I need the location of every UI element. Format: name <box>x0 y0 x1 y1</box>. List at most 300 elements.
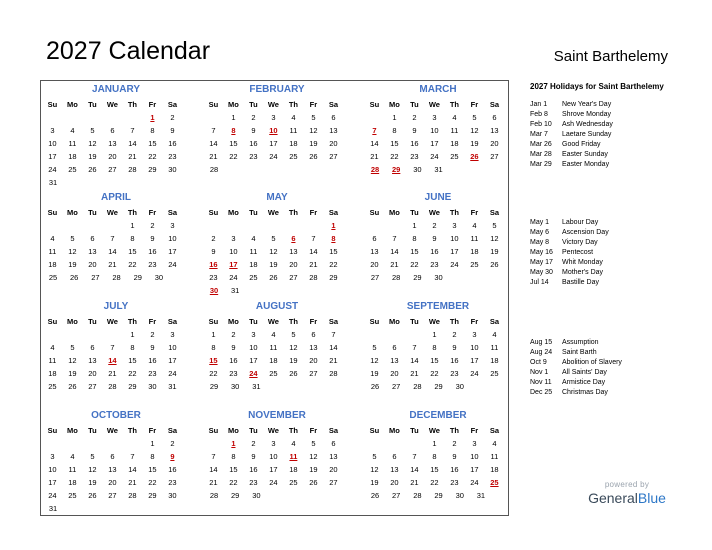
weekday-label: Fr <box>309 100 318 109</box>
day-cell: 16 <box>249 465 258 474</box>
day-cell: 30 <box>168 491 177 500</box>
empty-day-cell <box>204 219 223 232</box>
empty-day-cell <box>204 111 223 124</box>
holiday-day-cell: 1 <box>331 221 336 230</box>
day-cell: 22 <box>329 260 338 269</box>
day-cell: 5 <box>472 113 477 122</box>
day-cell: 29 <box>133 273 142 282</box>
day-cell: 24 <box>48 491 57 500</box>
day-cell: 18 <box>249 260 258 269</box>
empty-day-cell <box>224 219 243 232</box>
day-cell: 6 <box>331 113 336 122</box>
holiday-date: Mar 7 <box>530 131 548 138</box>
weekday-label: Sa <box>489 426 499 435</box>
day-cell: 25 <box>48 382 57 391</box>
day-cell: 31 <box>252 382 261 391</box>
month-block <box>43 409 183 515</box>
weekday-label: Sa <box>489 208 499 217</box>
week-row <box>204 380 344 393</box>
week-row <box>43 367 183 380</box>
day-cell: 4 <box>492 439 497 448</box>
day-cell: 9 <box>251 452 256 461</box>
brand-name-dark: General <box>588 490 638 506</box>
holiday-item <box>530 278 609 288</box>
day-cell: 11 <box>289 126 298 135</box>
holiday-date: Mar 26 <box>530 141 552 148</box>
holiday-item <box>530 140 613 150</box>
day-cell: 18 <box>48 369 57 378</box>
day-cell: 30 <box>434 273 443 282</box>
holiday-date: Feb 8 <box>530 111 548 118</box>
day-cell: 18 <box>470 247 479 256</box>
weekday-label: Th <box>449 208 459 217</box>
week-row <box>365 163 505 176</box>
week-row <box>365 463 505 476</box>
day-cell: 10 <box>430 126 439 135</box>
weekday-label: Th <box>288 317 298 326</box>
weekday-label: We <box>106 317 118 326</box>
weekday-label: Su <box>208 426 219 435</box>
day-cell: 10 <box>229 247 238 256</box>
weekday-label: Fr <box>470 426 479 435</box>
weekday-label: Sa <box>489 317 499 326</box>
day-cell: 29 <box>148 491 157 500</box>
empty-day-cell <box>385 219 404 232</box>
weekday-label: We <box>267 208 279 217</box>
month-name: MAY <box>266 192 288 203</box>
day-cell: 20 <box>108 478 117 487</box>
day-cell: 1 <box>231 113 236 122</box>
day-cell: 22 <box>229 478 238 487</box>
weekday-header <box>204 424 344 437</box>
week-row <box>43 124 183 137</box>
week-row <box>43 176 183 189</box>
page-title: 2027 Calendar <box>46 37 211 65</box>
brand-name-blue: Blue <box>637 490 666 506</box>
day-cell: 30 <box>168 165 177 174</box>
empty-day-cell <box>385 437 404 450</box>
day-cell: 4 <box>271 330 276 339</box>
week-row <box>365 328 505 341</box>
weekday-label: Tu <box>249 100 258 109</box>
day-cell: 5 <box>372 452 377 461</box>
week-row <box>204 219 344 232</box>
day-cell: 22 <box>128 369 137 378</box>
day-cell: 23 <box>450 478 459 487</box>
day-cell: 3 <box>170 330 175 339</box>
empty-day-cell <box>83 328 102 341</box>
empty-day-cell <box>284 219 303 232</box>
holiday-day-cell: 28 <box>370 165 380 174</box>
day-cell: 24 <box>470 478 479 487</box>
empty-day-cell <box>123 437 142 450</box>
weekday-label: Th <box>449 100 459 109</box>
weekday-label: Fr <box>309 317 318 326</box>
week-row <box>365 258 505 271</box>
holiday-name: Labour Day <box>562 219 599 226</box>
day-cell: 21 <box>209 152 218 161</box>
weekday-label: We <box>428 317 440 326</box>
day-cell: 28 <box>128 165 137 174</box>
day-cell: 24 <box>168 260 177 269</box>
day-cell: 5 <box>311 439 316 448</box>
holiday-item <box>530 238 609 248</box>
holiday-name: All Saints' Day <box>562 369 607 376</box>
empty-day-cell <box>43 437 62 450</box>
day-cell: 21 <box>390 260 399 269</box>
day-cell: 26 <box>370 382 380 391</box>
day-cell: 17 <box>168 247 177 256</box>
weekday-label: Tu <box>410 100 419 109</box>
day-cell: 7 <box>331 330 336 339</box>
empty-day-cell <box>244 219 263 232</box>
weekday-label: Th <box>449 426 459 435</box>
week-row <box>365 124 505 137</box>
day-cell: 13 <box>108 465 117 474</box>
day-cell: 12 <box>88 139 97 148</box>
weekday-label: Fr <box>309 208 318 217</box>
day-cell: 20 <box>108 152 117 161</box>
day-cell: 22 <box>430 369 439 378</box>
day-cell: 13 <box>88 247 97 256</box>
weekday-header <box>204 98 344 111</box>
weekday-label: Su <box>369 100 380 109</box>
day-cell: 28 <box>413 382 422 391</box>
brand-logo <box>584 480 670 507</box>
week-row <box>365 437 505 450</box>
day-cell: 15 <box>148 139 157 148</box>
month-block <box>204 191 344 297</box>
day-cell: 19 <box>88 152 97 161</box>
weekday-label: Tu <box>88 208 97 217</box>
weekday-label: We <box>106 426 118 435</box>
holiday-date: Aug 24 <box>530 349 553 356</box>
day-cell: 27 <box>289 273 298 282</box>
weekday-label: Sa <box>167 426 177 435</box>
month-name: JUNE <box>424 192 452 203</box>
week-row <box>43 258 183 271</box>
holiday-item <box>530 130 613 140</box>
day-cell: 10 <box>249 343 258 352</box>
week-row <box>365 476 505 489</box>
day-cell: 2 <box>170 113 175 122</box>
day-cell: 9 <box>412 126 417 135</box>
day-cell: 6 <box>311 330 316 339</box>
day-cell: 17 <box>48 478 57 487</box>
holiday-date: May 17 <box>530 259 553 266</box>
weekday-label: Su <box>369 426 380 435</box>
day-cell: 22 <box>128 260 137 269</box>
holiday-name: Easter Monday <box>562 161 610 168</box>
week-row <box>204 137 344 150</box>
week-row <box>204 163 344 176</box>
day-cell: 20 <box>390 478 399 487</box>
day-cell: 20 <box>370 260 379 269</box>
day-cell: 15 <box>410 247 419 256</box>
holiday-day-cell: 15 <box>209 356 218 365</box>
day-cell: 15 <box>390 139 399 148</box>
empty-day-cell <box>365 328 384 341</box>
weekday-header <box>365 315 505 328</box>
week-row <box>43 150 183 163</box>
day-cell: 25 <box>249 273 258 282</box>
holiday-day-cell: 6 <box>291 234 296 243</box>
weekday-label: Sa <box>489 100 499 109</box>
weekday-label: Mo <box>66 208 78 217</box>
weekday-label: Sa <box>328 317 338 326</box>
day-cell: 11 <box>48 247 57 256</box>
day-cell: 25 <box>68 165 77 174</box>
day-cell: 27 <box>108 165 117 174</box>
day-cell: 12 <box>370 465 379 474</box>
empty-day-cell <box>83 219 102 232</box>
weekday-label: Mo <box>227 208 239 217</box>
day-cell: 11 <box>269 343 278 352</box>
weekday-label: We <box>428 208 440 217</box>
weekday-label: Mo <box>227 426 239 435</box>
day-cell: 9 <box>150 343 155 352</box>
weekday-label: Mo <box>66 426 78 435</box>
day-cell: 29 <box>209 382 219 391</box>
day-cell: 26 <box>88 165 97 174</box>
holiday-group <box>530 218 609 288</box>
day-cell: 1 <box>211 330 216 339</box>
weekday-label: We <box>428 426 440 435</box>
holiday-name: Pentecost <box>562 249 594 256</box>
holiday-date: Jul 14 <box>530 279 549 286</box>
day-cell: 21 <box>128 478 137 487</box>
day-cell: 25 <box>470 260 479 269</box>
week-row <box>43 354 183 367</box>
weekday-label: Mo <box>66 317 78 326</box>
day-cell: 4 <box>50 234 55 243</box>
day-cell: 7 <box>392 234 397 243</box>
month-block <box>365 409 505 502</box>
holiday-name: Good Friday <box>562 141 601 148</box>
week-row <box>43 328 183 341</box>
day-cell: 16 <box>430 247 439 256</box>
day-cell: 7 <box>110 234 115 243</box>
week-row <box>204 271 344 284</box>
week-row <box>204 489 344 502</box>
week-row <box>365 489 505 502</box>
day-cell: 5 <box>70 343 75 352</box>
day-cell: 12 <box>289 343 298 352</box>
week-row <box>43 137 183 150</box>
day-cell: 19 <box>269 260 278 269</box>
day-cell: 29 <box>128 382 137 391</box>
holiday-date: May 6 <box>530 229 550 236</box>
day-cell: 20 <box>390 369 399 378</box>
day-cell: 6 <box>331 439 336 448</box>
day-cell: 23 <box>168 478 177 487</box>
weekday-label: Mo <box>388 208 400 217</box>
day-cell: 19 <box>370 478 379 487</box>
day-cell: 23 <box>410 152 419 161</box>
holiday-day-cell: 8 <box>331 234 336 243</box>
holiday-item <box>530 150 613 160</box>
weekday-label: Th <box>127 208 137 217</box>
day-cell: 29 <box>329 273 338 282</box>
day-cell: 31 <box>434 165 443 174</box>
week-row <box>365 450 505 463</box>
day-cell: 10 <box>450 234 459 243</box>
day-cell: 5 <box>311 113 316 122</box>
holiday-group <box>530 338 622 398</box>
day-cell: 8 <box>412 234 417 243</box>
day-cell: 18 <box>490 356 499 365</box>
weekday-label: Sa <box>328 100 338 109</box>
day-cell: 23 <box>148 369 157 378</box>
holiday-date: Nov 11 <box>530 379 552 386</box>
day-cell: 12 <box>309 452 318 461</box>
day-cell: 2 <box>452 330 457 339</box>
day-cell: 21 <box>209 478 218 487</box>
day-cell: 23 <box>168 152 177 161</box>
week-row <box>43 502 183 515</box>
day-cell: 17 <box>269 139 278 148</box>
week-row <box>204 437 344 450</box>
day-cell: 31 <box>48 178 58 187</box>
day-cell: 23 <box>430 260 439 269</box>
day-cell: 12 <box>309 126 318 135</box>
day-cell: 24 <box>470 369 479 378</box>
day-cell: 14 <box>128 139 137 148</box>
day-cell: 10 <box>168 343 177 352</box>
week-row <box>365 219 505 232</box>
day-cell: 11 <box>249 247 258 256</box>
day-cell: 2 <box>432 221 437 230</box>
day-cell: 28 <box>309 273 318 282</box>
day-cell: 11 <box>48 356 57 365</box>
calendar-grid <box>40 80 509 516</box>
day-cell: 21 <box>108 369 117 378</box>
day-cell: 24 <box>269 152 278 161</box>
day-cell: 9 <box>150 234 155 243</box>
month-name: OCTOBER <box>91 410 141 421</box>
week-row <box>204 354 344 367</box>
day-cell: 18 <box>68 478 77 487</box>
day-cell: 9 <box>251 126 256 135</box>
holiday-group <box>530 100 613 170</box>
week-row <box>204 284 344 297</box>
day-cell: 3 <box>251 330 256 339</box>
day-cell: 21 <box>370 152 379 161</box>
week-row <box>365 150 505 163</box>
week-row <box>204 367 344 380</box>
holiday-day-cell: 24 <box>249 369 258 378</box>
holiday-name: Laetare Sunday <box>562 131 612 138</box>
day-cell: 31 <box>476 491 486 500</box>
day-cell: 4 <box>70 452 75 461</box>
empty-day-cell <box>43 328 62 341</box>
holiday-day-cell: 8 <box>231 126 236 135</box>
empty-day-cell <box>63 111 82 124</box>
week-row <box>204 232 344 245</box>
holiday-day-cell: 9 <box>170 452 175 461</box>
day-cell: 12 <box>370 356 379 365</box>
day-cell: 16 <box>148 356 157 365</box>
day-cell: 4 <box>251 234 256 243</box>
day-cell: 20 <box>309 356 318 365</box>
day-cell: 26 <box>70 273 79 282</box>
day-cell: 2 <box>251 439 256 448</box>
day-cell: 14 <box>309 247 318 256</box>
holiday-item <box>530 368 622 378</box>
day-cell: 6 <box>372 234 377 243</box>
day-cell: 7 <box>412 343 417 352</box>
weekday-label: We <box>267 100 279 109</box>
weekday-header <box>365 98 505 111</box>
day-cell: 21 <box>410 369 419 378</box>
day-cell: 18 <box>269 356 278 365</box>
holiday-date: Oct 9 <box>530 359 547 366</box>
day-cell: 10 <box>470 452 479 461</box>
weekday-label: Su <box>47 100 58 109</box>
month-name: SEPTEMBER <box>406 301 470 312</box>
day-cell: 3 <box>452 221 457 230</box>
day-cell: 3 <box>472 330 477 339</box>
day-cell: 10 <box>48 465 57 474</box>
day-cell: 15 <box>229 139 238 148</box>
day-cell: 5 <box>271 234 276 243</box>
day-cell: 1 <box>412 221 417 230</box>
day-cell: 27 <box>309 369 318 378</box>
week-row <box>365 367 505 380</box>
week-row <box>43 463 183 476</box>
weekday-label: Fr <box>148 208 157 217</box>
day-cell: 23 <box>450 369 459 378</box>
day-cell: 20 <box>490 139 499 148</box>
day-cell: 13 <box>390 465 399 474</box>
day-cell: 7 <box>130 452 135 461</box>
month-name: JULY <box>103 301 129 312</box>
holiday-day-cell: 10 <box>269 126 278 135</box>
weekday-label: Tu <box>88 317 97 326</box>
holiday-name: Easter Sunday <box>562 151 608 158</box>
day-cell: 2 <box>251 113 256 122</box>
day-cell: 16 <box>249 139 258 148</box>
week-row <box>204 111 344 124</box>
holiday-date: May 30 <box>530 269 553 276</box>
day-cell: 13 <box>108 139 117 148</box>
day-cell: 8 <box>211 343 216 352</box>
day-cell: 27 <box>392 491 401 500</box>
brand-name <box>584 490 670 507</box>
day-cell: 4 <box>492 330 497 339</box>
weekday-header <box>204 315 344 328</box>
weekday-label: Th <box>127 317 137 326</box>
day-cell: 11 <box>68 465 77 474</box>
day-cell: 2 <box>170 439 175 448</box>
weekday-label: Tu <box>410 208 419 217</box>
day-cell: 15 <box>128 356 137 365</box>
day-cell: 17 <box>249 356 258 365</box>
weekday-label: Fr <box>148 100 157 109</box>
weekday-label: Su <box>47 426 58 435</box>
holiday-date: Mar 28 <box>530 151 552 158</box>
week-row <box>204 450 344 463</box>
month-name: NOVEMBER <box>248 410 306 421</box>
weekday-label: We <box>428 100 440 109</box>
day-cell: 28 <box>329 369 338 378</box>
day-cell: 22 <box>209 369 218 378</box>
week-row <box>43 341 183 354</box>
day-cell: 13 <box>309 343 318 352</box>
month-name: MARCH <box>419 84 457 95</box>
weekday-label: Su <box>208 208 219 217</box>
day-cell: 30 <box>154 273 164 282</box>
